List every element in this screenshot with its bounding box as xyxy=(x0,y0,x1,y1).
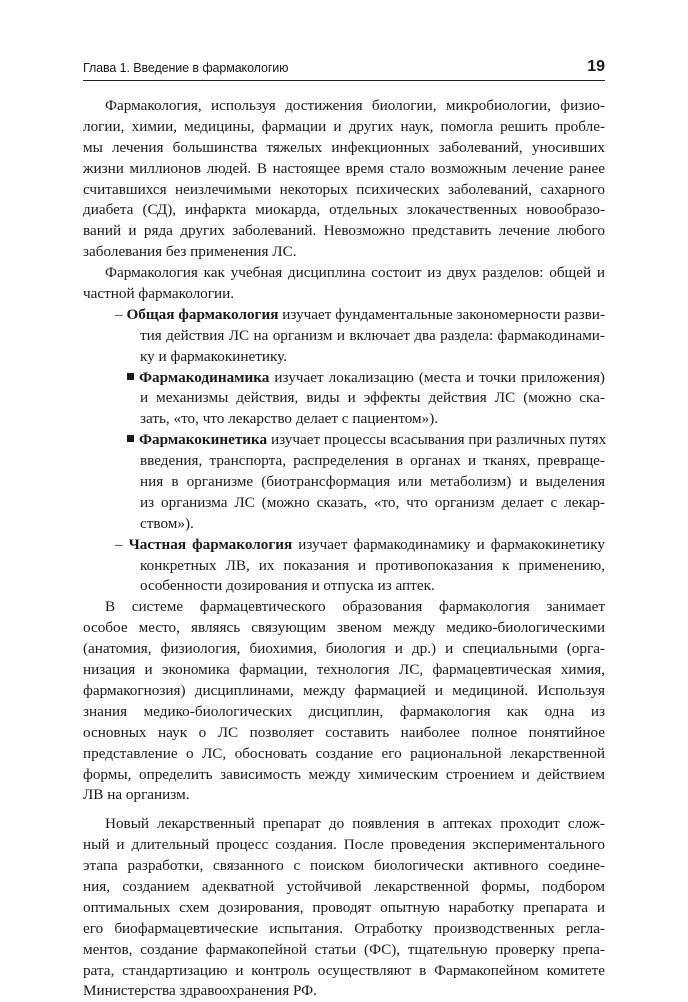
text-line: В системе фармацевтического образования фармакология занимает xyxy=(105,598,605,616)
text-line: считавшихся неизлечимыми некоторых психических заболеваний, сахарного xyxy=(83,180,605,198)
list-line: Фармакодинамика изучает локализацию (места и точки приложения) xyxy=(83,368,605,389)
list-line: – Частная фармакология изучает фармакодинамику и фармакокинетику xyxy=(115,535,605,553)
text-line: логии, химии, медицины, фармации и других наук, помогла решить пробле- xyxy=(83,117,605,135)
list-item-pharmacokinetics xyxy=(83,430,605,534)
text-line: (анатомия, физиология, биохимия, биология и др.) и специальными (орга- xyxy=(83,640,605,658)
paragraph-2 xyxy=(83,263,605,305)
text-line: оптимальных схем дозирования, проводят опытную наработку препарата и xyxy=(83,898,605,916)
text-line: формы, определить зависимость между химическим строением и действием xyxy=(83,765,605,783)
term-pharmacokinetics: Фармакокинетика xyxy=(139,431,268,449)
paragraph-spacer xyxy=(83,806,605,814)
term-pharmacodynamics: Фармакодинамика xyxy=(139,368,270,386)
list-line: из организма ЛС (можно сказать, «то, что организм делает с лекар- xyxy=(140,493,605,511)
text-line: фармакогнозия) дисциплинами, между фармацией и медициной. Используя xyxy=(83,681,605,699)
text-line: рата, стандартизацию и контроль осуществляют в Фармакопейном комитете xyxy=(83,961,605,979)
text-line: этапа разработки, связанного с поиском биологически активного соедине- xyxy=(83,857,605,875)
text-line: ный и длительный процесс создания. После проведения экспериментального xyxy=(83,836,605,854)
text-line: знания медико-биологических дисциплин, фармакология как одна из xyxy=(83,702,605,720)
text-line: ния, созданием адекватной устойчивой лекарственной формы, подбором xyxy=(83,877,605,895)
list-item-general-pharmacology xyxy=(83,305,605,368)
text-line: заболевания без применения ЛС. xyxy=(83,243,297,261)
text-line: представление о ЛС, обосновать создание его рациональной лекарственной xyxy=(83,744,605,762)
text-line: ментов, создание фармакопейной статьи (ФС), тщательную проверку препа- xyxy=(83,940,605,958)
chapter-title: Глава 1. Введение в фармакологию xyxy=(83,61,289,75)
text-line: его биофармацевтические испытания. Отработку производственных регла- xyxy=(83,919,605,937)
dash-marker: – xyxy=(115,305,123,323)
text-line: ваний и ряда других заболеваний. Невозможно представить лечение любого xyxy=(83,222,605,240)
text-line: Новый лекарственный препарат до появления в аптеках проходит слож- xyxy=(105,815,605,833)
list-line: конкретных ЛВ, их показания и противопоказания к применению, xyxy=(140,556,605,574)
list-line: – Общая фармакология изучает фундаментальные закономерности разви- xyxy=(115,305,605,323)
list-line: и механизмы действия, виды и эффекты действия ЛС (можно ска- xyxy=(140,389,605,407)
term-general: Общая фармакология xyxy=(126,305,279,323)
list-line: особенности дозирования и отпуска из аптек. xyxy=(140,577,435,595)
text-line: Фармакология как учебная дисциплина состоит из двух разделов: общей и xyxy=(105,264,605,282)
running-header xyxy=(83,58,605,81)
dash-marker: – xyxy=(115,535,123,553)
list-line: ством»). xyxy=(140,514,194,532)
page-number: 19 xyxy=(587,58,605,75)
list-line: ния в организме (биотрансформация или метаболизм) и выделения xyxy=(140,473,605,491)
paragraph-1 xyxy=(83,96,605,263)
square-bullet-icon xyxy=(127,435,134,442)
square-bullet-icon xyxy=(127,373,134,380)
list-line: зать, «то, что лекарство делает с пациентом»). xyxy=(140,410,439,428)
list-line: тия действия ЛС на организм и включает два раздела: фармакодинами- xyxy=(140,326,605,344)
text-line: диабета (СД), инфаркта миокарда, отдельных злокачественных новообразо- xyxy=(83,201,605,219)
text-line: частной фармакологии. xyxy=(83,285,235,303)
text-line: основных наук о ЛС позволяет составить наиболее полное понятийное xyxy=(83,723,605,741)
list-line: Фармакокинетика изучает процессы всасывания при различных путях xyxy=(83,430,605,451)
paragraph-4 xyxy=(83,814,605,1002)
text-line: Министерства здравоохранения РФ. xyxy=(83,982,317,1000)
list-line: ку и фармакокинетику. xyxy=(140,347,288,365)
list-item-special-pharmacology xyxy=(83,535,605,598)
paragraph-3 xyxy=(83,597,605,806)
text-line: низация и экономика фармации, технология ЛС, фармацевтическая химия, xyxy=(83,661,605,679)
list-item-pharmacodynamics xyxy=(83,368,605,431)
text-line: Фармакология, используя достижения биологии, микробиологии, физио- xyxy=(105,97,605,114)
text-line: особое место, являясь связующим звеном между медико-биологическими xyxy=(83,619,605,637)
text-line: мы лечения большинства тяжелых инфекционных заболеваний, уносивших xyxy=(83,138,605,156)
list-line: введения, транспорта, распределения в органах и тканях, превраще- xyxy=(140,452,605,470)
term-special: Частная фармакология xyxy=(128,535,293,553)
text-line: жизни миллионов людей. В настоящее время стало возможным лечение ранее xyxy=(83,159,605,177)
body-text xyxy=(83,96,605,1002)
text-line: ЛВ на организм. xyxy=(83,786,190,804)
